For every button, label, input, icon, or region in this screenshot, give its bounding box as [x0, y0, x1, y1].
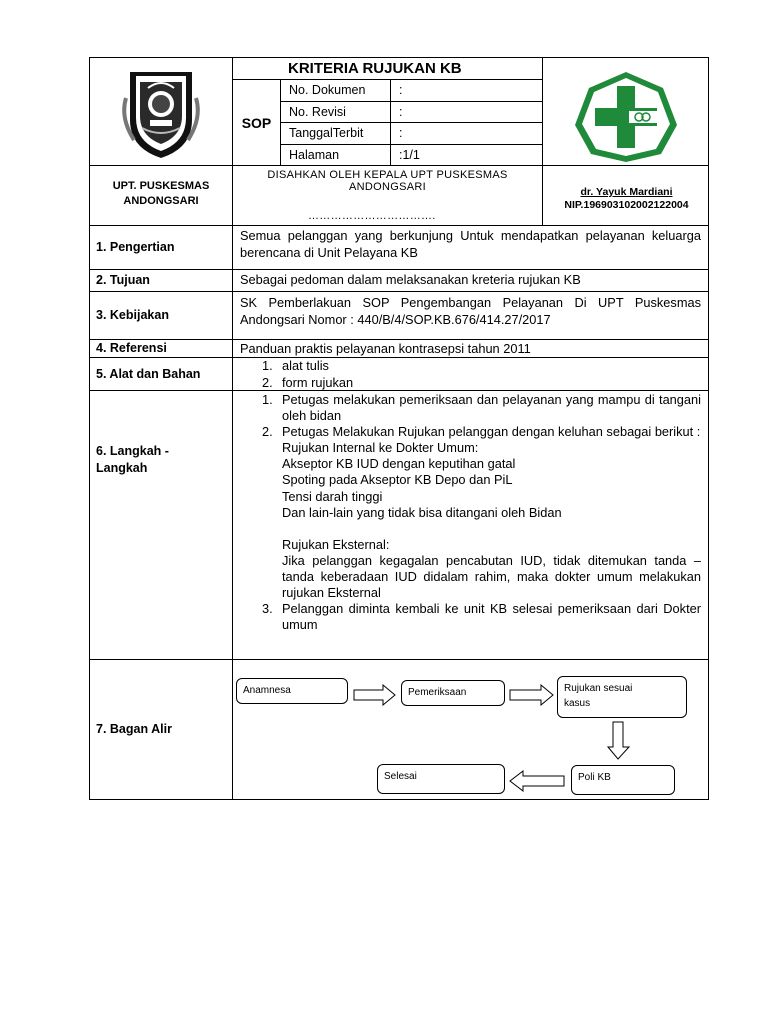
external-text: Jika pelanggan kegagalan pencabutan IUD, tidak ditemukan tanda – tanda keberadaan IUD didalam rahim, maka dokter umum melakukan rujukan Eksternal	[282, 552, 701, 601]
row-alat-bahan	[90, 358, 708, 391]
sop-label: SOP	[233, 80, 281, 166]
internal-item: Akseptor KB IUD dengan keputihan gatal	[282, 456, 516, 472]
row-label: 3. Kebijakan	[90, 292, 233, 339]
internal-title: Rujukan Internal ke Dokter Umum:	[282, 440, 479, 456]
label-line: 6. Langkah -	[96, 444, 169, 458]
unit-name	[90, 166, 233, 225]
row-kebijakan	[90, 292, 708, 340]
list-item: 2. Petugas Melakukan Rujukan pelanggan dengan keluhan sebagai berikut : Rujukan Internal ke Dokter Umum: Akseptor KB IUD dengan keputihan gatal Spoting pada Akseptor KB Depo dan PiL Tensi darah tinggi Dan lain-lain yang tidak bisa ditangani oleh Bidan Rujukan Eksternal: Jika pelanggan kegagalan pencabutan IUD, tidak ditemukan tanda – tanda keberadaan IUD didalam rahim, maka dokter umum melakukan rujukan Eksternal	[262, 424, 701, 601]
row-text	[233, 391, 708, 659]
meta-key: TanggalTerbit	[281, 123, 391, 144]
row-langkah	[90, 391, 708, 660]
list-item: 2. form rujukan	[262, 374, 354, 390]
arrow-right-icon	[509, 684, 555, 706]
unit-line: UPT. PUSKESMAS	[112, 180, 210, 192]
signature-dots: …………………………….	[308, 210, 436, 222]
meta-row-dokumen	[281, 80, 542, 102]
arrow-right-icon	[353, 684, 397, 706]
tools-list	[240, 358, 701, 391]
approval-statement	[233, 166, 543, 225]
box-line: Rujukan sesuai	[564, 683, 633, 694]
row-bagan-alir	[90, 660, 708, 799]
approval-line: ANDONGSARI	[349, 181, 426, 193]
flow-box-selesai: Selesai	[377, 764, 505, 794]
meta-value: :	[399, 126, 403, 140]
row-text	[233, 358, 708, 390]
document-meta-table	[281, 80, 542, 166]
puskesmas-logo-cell	[543, 58, 710, 166]
meta-row-revisi	[281, 102, 542, 124]
meta-row-tanggal	[281, 123, 542, 145]
row-tujuan	[90, 270, 708, 292]
document-header	[90, 58, 708, 166]
puskesmas-cross-icon	[543, 58, 710, 166]
row-referensi	[90, 340, 708, 358]
flow-box-pemeriksaan: Pemeriksaan	[401, 680, 505, 706]
arrow-down-icon	[607, 721, 631, 761]
row-text: Sebagai pedoman dalam melaksanakan kreteria rujukan KB	[240, 272, 581, 287]
row-label	[90, 391, 233, 659]
signer-name: dr. Yayuk Mardiani	[580, 186, 673, 198]
regency-logo-cell	[90, 58, 233, 166]
flow-box-anamnesa: Anamnesa	[236, 678, 348, 704]
meta-value: :	[399, 83, 403, 97]
row-text: Panduan praktis pelayanan kontrasepsi tahun 2011	[240, 341, 531, 356]
row-pengertian	[90, 226, 708, 270]
meta-key: No. Dokumen	[281, 80, 391, 101]
row-label: 1. Pengertian	[90, 226, 233, 269]
signer-block	[543, 166, 710, 225]
internal-item: Tensi darah tinggi	[282, 488, 383, 504]
internal-item: Dan lain-lain yang tidak bisa ditangani oleh Bidan	[282, 504, 562, 520]
meta-key: Halaman	[281, 145, 391, 167]
list-item: 1. alat tulis	[262, 358, 329, 373]
row-text: SK Pemberlakuan SOP Pengembangan Pelayanan Di UPT Puskesmas Andongsari Nomor : 440/B/4/SOP.KB.676/414.27/2017	[240, 295, 701, 327]
arrow-left-icon	[509, 770, 565, 792]
label-line: Langkah	[96, 461, 148, 475]
approval-row	[90, 166, 708, 226]
approval-line: DISAHKAN OLEH KEPALA UPT PUSKESMAS	[267, 169, 508, 181]
row-label: 5. Alat dan Bahan	[90, 358, 233, 390]
external-title: Rujukan Eksternal:	[282, 536, 390, 552]
document-title: KRITERIA RUJUKAN KB	[233, 58, 542, 80]
unit-line: ANDONGSARI	[123, 195, 199, 207]
internal-item: Spoting pada Akseptor KB Depo dan PiL	[282, 472, 513, 488]
meta-key: No. Revisi	[281, 102, 391, 123]
row-label: 7. Bagan Alir	[90, 660, 233, 799]
box-line: kasus	[564, 698, 591, 709]
row-label: 2. Tujuan	[90, 270, 233, 291]
row-label: 4. Referensi	[90, 340, 233, 357]
flowchart	[233, 660, 708, 800]
meta-value: :	[399, 104, 403, 119]
regency-emblem-icon	[90, 58, 233, 166]
header-middle	[233, 58, 543, 166]
steps-list	[240, 392, 701, 633]
list-item: 1. Petugas melakukan pemeriksaan dan pelayanan yang mampu di tangani oleh bidan	[262, 392, 701, 424]
list-item: 3. Pelanggan diminta kembali ke unit KB selesai pemeriksaan dari Dokter umum	[262, 601, 701, 633]
signer-nip: NIP.196903102002122004	[564, 199, 689, 211]
flow-box-rujukan	[557, 676, 687, 718]
spacer	[282, 521, 701, 537]
flow-box-poli-kb: Poli KB	[571, 765, 675, 795]
sop-document	[89, 57, 709, 800]
meta-row-halaman	[281, 145, 542, 167]
meta-value: :1/1	[399, 147, 420, 162]
row-text: Semua pelanggan yang berkunjung Untuk mendapatkan pelayanan keluarga berencana di Unit Pelayana KB	[240, 228, 701, 260]
